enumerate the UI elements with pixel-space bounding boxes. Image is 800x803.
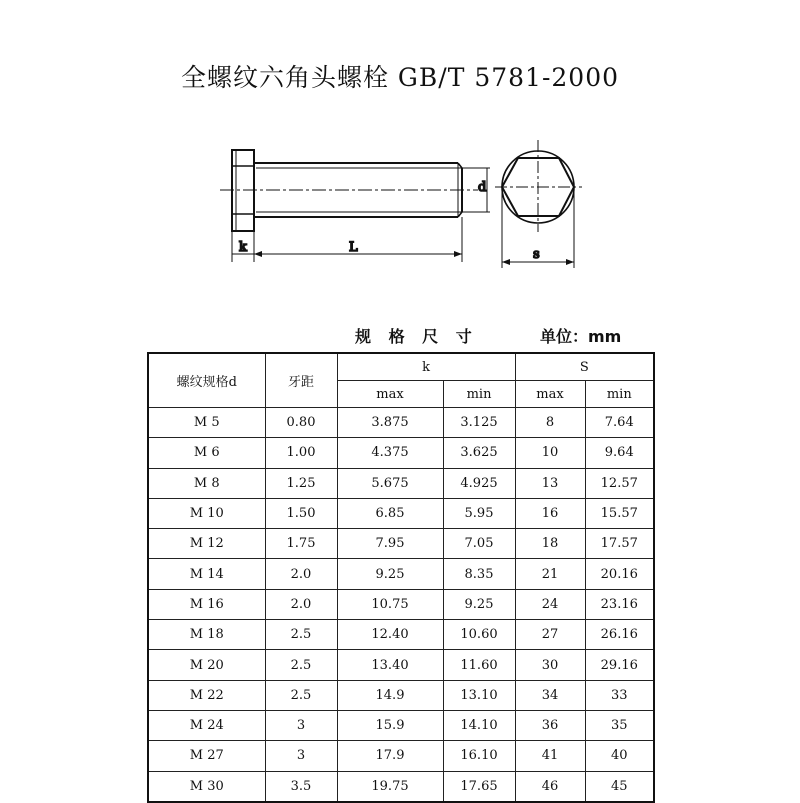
cell-kmin: 4.925 [443, 468, 515, 498]
cell-smin: 35 [585, 710, 654, 740]
cell-kmax: 9.25 [337, 559, 443, 589]
cell-kmax: 10.75 [337, 589, 443, 619]
cell-pitch: 2.5 [265, 620, 337, 650]
cell-smax: 16 [515, 498, 585, 528]
cell-kmin: 3.125 [443, 408, 515, 438]
cell-spec: M 16 [148, 589, 265, 619]
table-heading: 规 格 尺 寸 [355, 327, 478, 346]
cell-pitch: 1.25 [265, 468, 337, 498]
cell-pitch: 1.75 [265, 529, 337, 559]
cell-smax: 46 [515, 771, 585, 802]
cell-kmin: 16.10 [443, 741, 515, 771]
cell-kmin: 5.95 [443, 498, 515, 528]
header-s-min: min [585, 381, 654, 408]
table-row [148, 529, 654, 559]
cell-pitch: 2.5 [265, 650, 337, 680]
cell-smin: 45 [585, 771, 654, 802]
page-title: 全螺纹六角头螺栓 GB/T 5781-2000 [180, 63, 620, 92]
cell-kmax: 7.95 [337, 529, 443, 559]
cell-spec: M 27 [148, 741, 265, 771]
cell-spec: M 18 [148, 620, 265, 650]
cell-smin: 33 [585, 680, 654, 710]
cell-smin: 7.64 [585, 408, 654, 438]
cell-kmax: 17.9 [337, 741, 443, 771]
unit-label: 单位：mm [540, 327, 622, 346]
cell-smin: 15.57 [585, 498, 654, 528]
cell-kmax: 3.875 [337, 408, 443, 438]
table-row [148, 710, 654, 740]
table-row [148, 650, 654, 680]
cell-smax: 41 [515, 741, 585, 771]
cell-kmin: 10.60 [443, 620, 515, 650]
cell-spec: M 14 [148, 559, 265, 589]
cell-pitch: 2.0 [265, 559, 337, 589]
header-k-max: max [337, 381, 443, 408]
table-row [148, 408, 654, 438]
cell-smin: 23.16 [585, 589, 654, 619]
header-pitch: 牙距 [265, 353, 337, 408]
cell-kmax: 14.9 [337, 680, 443, 710]
cell-smin: 12.57 [585, 468, 654, 498]
cell-smin: 29.16 [585, 650, 654, 680]
table-row [148, 680, 654, 710]
cell-spec: M 10 [148, 498, 265, 528]
cell-kmax: 6.85 [337, 498, 443, 528]
table-row [148, 589, 654, 619]
cell-smin: 17.57 [585, 529, 654, 559]
dim-label-L: L [349, 240, 358, 255]
cell-kmin: 17.65 [443, 771, 515, 802]
cell-smax: 24 [515, 589, 585, 619]
cell-smax: 27 [515, 620, 585, 650]
header-k-min: min [443, 381, 515, 408]
cell-spec: M 20 [148, 650, 265, 680]
table-body [148, 408, 654, 802]
cell-kmin: 8.35 [443, 559, 515, 589]
cell-smax: 34 [515, 680, 585, 710]
table-row [148, 741, 654, 771]
dim-label-d: d [478, 180, 487, 195]
cell-kmin: 9.25 [443, 589, 515, 619]
cell-pitch: 2.0 [265, 589, 337, 619]
cell-spec: M 22 [148, 680, 265, 710]
bolt-technical-drawing [0, 0, 800, 300]
cell-kmax: 19.75 [337, 771, 443, 802]
cell-spec: M 12 [148, 529, 265, 559]
cell-pitch: 3 [265, 741, 337, 771]
cell-spec: M 30 [148, 771, 265, 802]
cell-pitch: 1.50 [265, 498, 337, 528]
cell-kmax: 4.375 [337, 438, 443, 468]
cell-spec: M 5 [148, 408, 265, 438]
dim-label-s: s [533, 247, 540, 262]
cell-pitch: 1.00 [265, 438, 337, 468]
dim-label-k: k [239, 240, 247, 255]
cell-smax: 13 [515, 468, 585, 498]
cell-smax: 8 [515, 408, 585, 438]
header-spec: 螺纹规格d [148, 353, 265, 408]
cell-smax: 18 [515, 529, 585, 559]
spec-table [147, 352, 655, 803]
cell-kmin: 3.625 [443, 438, 515, 468]
cell-kmax: 5.675 [337, 468, 443, 498]
header-s-max: max [515, 381, 585, 408]
cell-kmin: 7.05 [443, 529, 515, 559]
cell-smin: 9.64 [585, 438, 654, 468]
table-row [148, 771, 654, 802]
cell-spec: M 6 [148, 438, 265, 468]
cell-smax: 10 [515, 438, 585, 468]
header-k: k [337, 353, 515, 381]
cell-smax: 30 [515, 650, 585, 680]
cell-smax: 36 [515, 710, 585, 740]
cell-pitch: 2.5 [265, 680, 337, 710]
cell-smin: 26.16 [585, 620, 654, 650]
cell-kmin: 14.10 [443, 710, 515, 740]
cell-kmax: 12.40 [337, 620, 443, 650]
table-row [148, 468, 654, 498]
cell-smin: 40 [585, 741, 654, 771]
table-row [148, 620, 654, 650]
table-row [148, 559, 654, 589]
cell-kmax: 13.40 [337, 650, 443, 680]
cell-kmin: 11.60 [443, 650, 515, 680]
cell-pitch: 0.80 [265, 408, 337, 438]
cell-smin: 20.16 [585, 559, 654, 589]
cell-spec: M 8 [148, 468, 265, 498]
header-s: S [515, 353, 654, 381]
cell-smax: 21 [515, 559, 585, 589]
cell-kmax: 15.9 [337, 710, 443, 740]
table-row [148, 498, 654, 528]
cell-pitch: 3.5 [265, 771, 337, 802]
table-row [148, 438, 654, 468]
cell-kmin: 13.10 [443, 680, 515, 710]
cell-spec: M 24 [148, 710, 265, 740]
cell-pitch: 3 [265, 710, 337, 740]
